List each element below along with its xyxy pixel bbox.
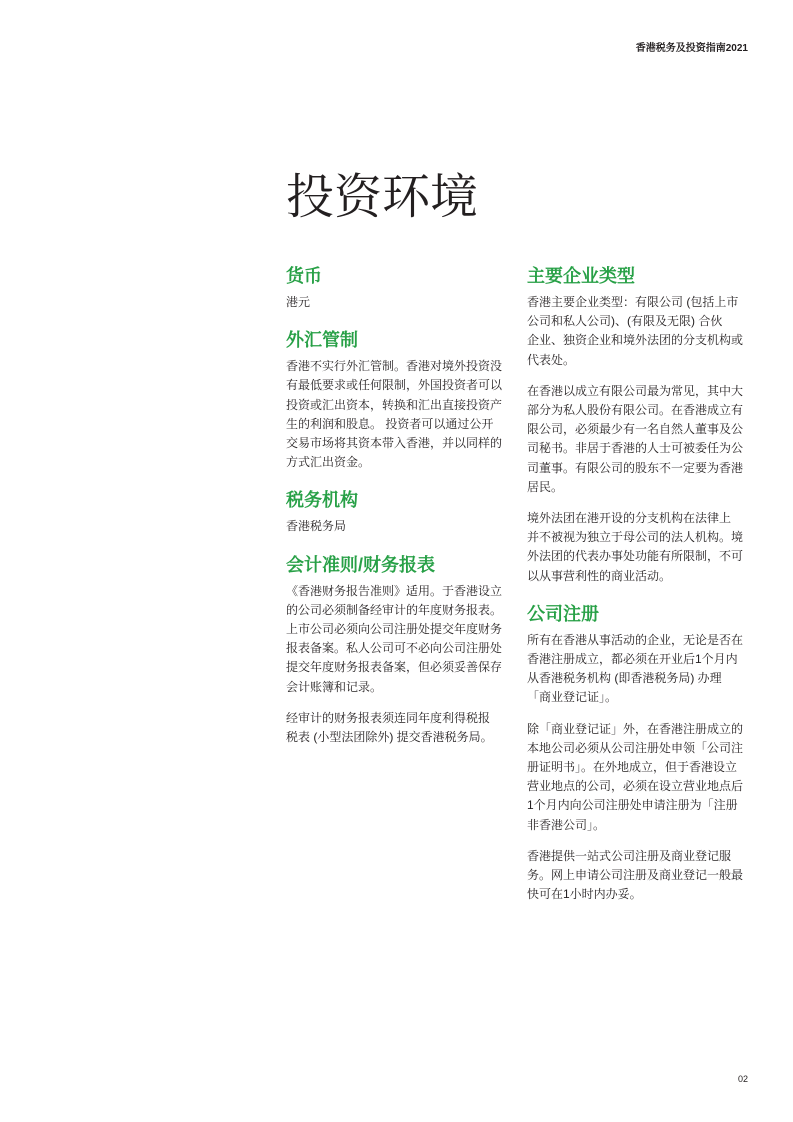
paragraph [527,847,757,905]
paragraph [527,720,757,835]
text-line: 投资或汇出资本，转换和汇出直接投资产 [286,397,503,412]
text-line: 册证明书」。在外地成立，但于香港设立 [527,760,738,775]
text-line: 《香港财务报告准则》适用。于香港设立 [286,583,503,598]
text-line: 上市公司必须向公司注册处提交年度财务 [286,622,503,637]
text-line: 在香港以成立有限公司最为常见，其中大 [527,383,744,398]
paragraph [527,293,757,370]
text-line: 代表处。 [527,352,576,367]
section-heading: 税务机构 [286,490,358,511]
text-line: 快可在1小时内办妥。 [527,887,642,902]
paragraph [527,631,757,708]
section-heading: 会计准则/财务报表 [286,554,436,575]
text-line: 营业地点的公司，必须在设立营业地点后 [527,779,744,794]
text-line: 限公司，必须最少有一名自然人董事及公 [527,422,744,437]
text-line: 境外法团在港开设的分支机构在法律上 [527,511,732,526]
text-line: 交易市场将其资本带入香港，并以同样的 [286,436,503,451]
section-tax-authority [286,489,516,536]
text-line: 生的利润和股息。 投资者可以通过公开 [286,416,494,431]
text-line: 企业、独资企业和境外法团的分支机构或 [527,333,744,348]
section-accounting-standards [286,554,516,748]
text-line: 非香港公司」。 [527,817,606,832]
text-line: 本地公司必须从公司注册处申领「公司注 [527,740,744,755]
text-line: 公司和私人公司)、(有限及无限) 合伙 [527,314,723,329]
paragraph [286,357,516,472]
section-heading: 公司注册 [527,603,599,624]
text-line: 1个月内向公司注册处申请注册为「注册 [527,798,738,813]
page-number: 02 [737,1074,748,1084]
text-line: 居民。 [527,479,564,494]
text-line: 部分为私人股份有限公司。在香港成立有 [527,403,744,418]
section-currency [286,265,516,312]
paragraph [286,582,516,697]
right-column [527,265,757,904]
text-line: 所有在香港从事活动的企业，无论是否在 [527,632,744,647]
paragraph [527,509,757,586]
paragraph [286,517,516,536]
text-line: 从香港税务机构 (即香港税务局) 办理 [527,671,722,686]
page-title: 投资环境 [286,171,479,224]
paragraph [286,293,516,312]
section-company-registration [527,603,757,905]
text-line: 经审计的财务报表须连同年度利得税报 [286,710,491,725]
text-line: 香港税务局 [286,519,347,534]
text-line: 外法团的代表办事处功能有所限制，不可 [527,549,744,564]
text-line: 报表备案。私人公司可不必向公司注册处 [286,641,503,656]
text-line: 港元 [286,295,311,309]
text-line: 的公司必须制备经审计的年度财务报表。 [286,602,503,617]
text-line: 司秘书。非居于香港的人士可被委任为公 [527,441,744,456]
paragraph [527,382,757,497]
text-line: 提交年度财务报表备案，但必须妥善保存 [286,660,503,675]
paragraph [286,709,516,747]
text-line: 以从事营利性的商业活动。 [527,568,672,583]
text-line: 除「商业登记证」外，在香港注册成立的 [527,721,744,736]
text-line: 香港主要企业类型：有限公司 (包括上市 [527,295,739,309]
left-column [286,265,516,747]
section-exchange-control [286,329,516,472]
text-line: 香港提供一站式公司注册及商业登记服 [527,848,732,863]
text-line: 有最低要求或任何限制，外国投资者可以 [286,378,503,393]
text-line: 「商业登记证」。 [527,690,618,705]
running-header: 香港税务及投资指南2021 [635,43,748,54]
text-line: 税表 (小型法团除外) 提交香港税务局。 [286,730,493,745]
text-line: 方式汇出资金。 [286,455,371,470]
text-line: 香港不实行外汇管制。香港对境外投资没 [286,359,503,374]
section-heading: 主要企业类型 [527,266,635,286]
section-heading: 外汇管制 [286,330,358,351]
text-line: 并不被视为独立于母公司的法人机构。境 [527,530,744,545]
text-line: 司董事。有限公司的股东不一定要为香港 [527,460,744,475]
text-line: 香港注册成立，都必须在开业后1个月内 [527,652,738,667]
section-heading: 货币 [286,266,322,286]
section-business-types [527,265,757,586]
text-line: 会计账簿和记录。 [286,679,383,694]
text-line: 务。网上申请公司注册及商业登记一般最 [527,868,744,883]
